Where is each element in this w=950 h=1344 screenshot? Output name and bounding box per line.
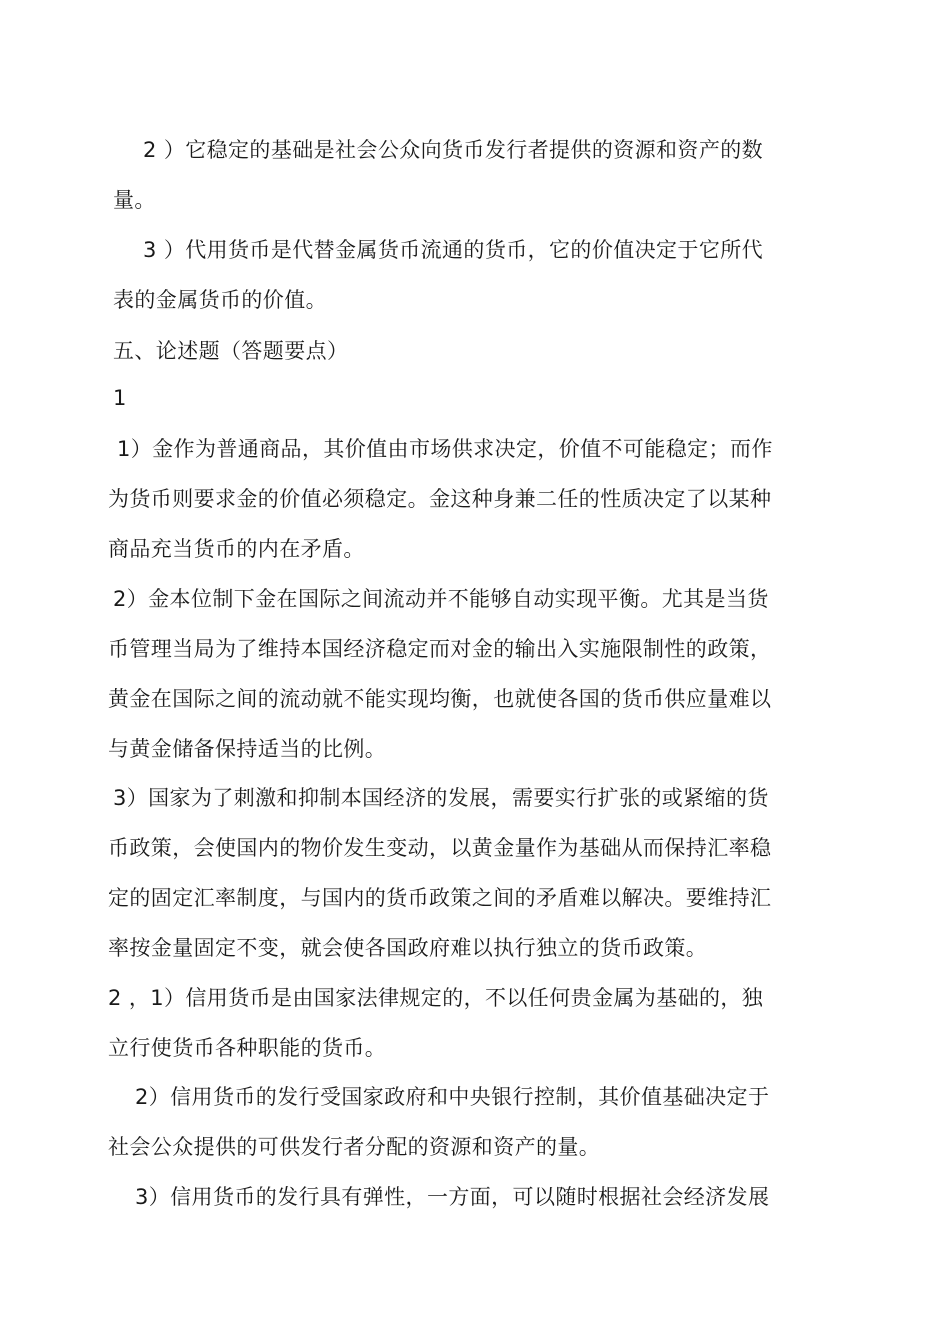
paragraph-line: 3 ）代用货币是代替金属货币流通的货币，它的价值决定于它所代	[143, 238, 764, 262]
paragraph-line: 币政策，会使国内的物价发生变动，以黄金量作为基础从而保持汇率稳	[108, 836, 772, 860]
paragraph-line: 2 ，1）信用货币是由国家法律规定的，不以任何贵金属为基础的，独	[108, 986, 764, 1010]
paragraph-line: 币管理当局为了维持本国经济稳定而对金的输出入实施限制性的政策，	[108, 637, 772, 661]
paragraph-line: 黄金在国际之间的流动就不能实现均衡，也就使各国的货币供应量难以	[108, 687, 772, 711]
paragraph-line: 率按金量固定不变，就会使各国政府难以执行独立的货币政策。	[108, 936, 708, 960]
paragraph-line: 2 ）它稳定的基础是社会公众向货币发行者提供的资源和资产的数	[143, 138, 764, 162]
paragraph-line: 定的固定汇率制度，与国内的货币政策之间的矛盾难以解决。要维持汇	[108, 886, 772, 910]
paragraph-line: 社会公众提供的可供发行者分配的资源和资产的量。	[108, 1135, 601, 1159]
paragraph-line: 立行使货币各种职能的货币。	[108, 1036, 387, 1060]
paragraph-line: 3）信用货币的发行具有弹性，一方面，可以随时根据社会经济发展	[135, 1185, 770, 1209]
paragraph-line: 为货币则要求金的价值必须稳定。金这种身兼二任的性质决定了以某种	[108, 487, 772, 511]
paragraph-line: 商品充当货币的内在矛盾。	[108, 537, 365, 561]
paragraph-line: 表的金属货币的价值。	[113, 288, 327, 312]
paragraph-line: 1）金作为普通商品，其价值由市场供求决定，价值不可能稳定；而作	[117, 437, 773, 461]
section-heading: 五、论述题（答题要点）	[113, 339, 349, 363]
paragraph-line: 与黄金储备保持适当的比例。	[108, 737, 387, 761]
paragraph-line: 2）金本位制下金在国际之间流动并不能够自动实现平衡。尤其是当货	[113, 587, 769, 611]
paragraph-line: 3）国家为了刺激和抑制本国经济的发展，需要实行扩张的或紧缩的货	[113, 786, 769, 810]
paragraph-line: 量。	[113, 188, 156, 212]
question-number: 1	[113, 386, 127, 410]
paragraph-line: 2）信用货币的发行受国家政府和中央银行控制，其价值基础决定于	[135, 1085, 770, 1109]
